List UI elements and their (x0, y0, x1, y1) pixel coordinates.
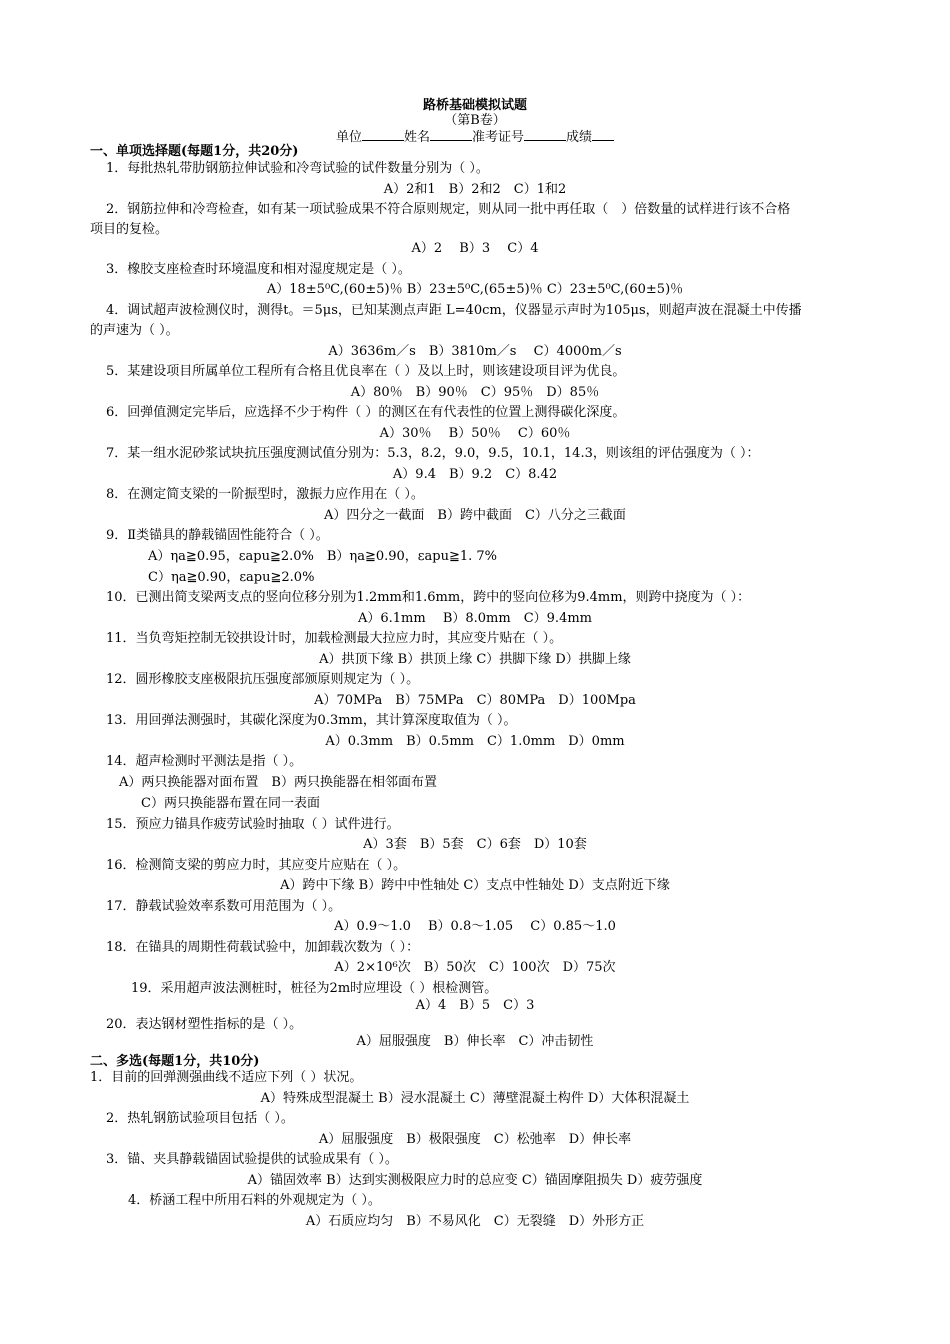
question-text: 4．调试超声波检测仪时，测得t。＝5μs，已知某测点声距 L=40cm，仪器显示声时为105μs，则超声波在混凝土中传播 (106, 303, 802, 318)
unit-blank (362, 128, 404, 141)
question-options: A）拱顶下缘 B）拱顶上缘 C）拱脚下缘 D）拱脚上缘 (319, 652, 631, 667)
question-options: A）四分之一截面 B）跨中截面 C）八分之三截面 (324, 508, 626, 523)
question-text: 15．预应力锚具作疲劳试验时抽取（ ）试件进行。 (106, 817, 400, 832)
question-text: 3．橡胶支座检查时环境温度和相对湿度规定是（ ）。 (106, 262, 411, 277)
page-subtitle: （第B卷） (444, 113, 506, 128)
score-blank (592, 128, 614, 141)
question-text: 3．锚、夹具静载锚固试验提供的试验成果有（ ）。 (106, 1152, 398, 1167)
question-options: A）屈服强度 B）极限强度 C）松弛率 D）伸长率 (318, 1132, 632, 1147)
question-options: A）锚固效率 B）达到实测极限应力时的总应变 C）锚固摩阻损失 D）疲劳强度 (247, 1173, 703, 1188)
question-text: 2．热轧钢筋试验项目包括（ ）。 (106, 1111, 294, 1126)
question-text: 8．在测定简支梁的一阶振型时，激振力应作用在（ ）。 (106, 487, 424, 502)
question-options: A）ηa≧0.95，εapu≧2.0% B）ηa≧0.90，εapu≧1. 7% (148, 549, 498, 564)
question-text: 17．静载试验效率系数可用范围为（ ）。 (106, 899, 342, 914)
question-options: C）两只换能器布置在同一表面 (141, 796, 320, 811)
question-text: 14．超声检测时平测法是指（ ）。 (106, 754, 303, 769)
question-options: A）3套 B）5套 C）6套 D）10套 (363, 837, 587, 852)
question-text: 的声速为（ ）。 (90, 323, 179, 338)
question-text: 5．某建设项目所属单位工程所有合格且优良率在（ ）及以上时，则该建设项目评为优良。 (106, 364, 626, 379)
question-text: 1．每批热轧带肋钢筋拉伸试验和冷弯试验的试件数量分别为（ ）。 (106, 161, 489, 176)
question-options: A）18±5⁰C,(60±5)％ B）23±5⁰C,(65±5)％ C）23±5⁰C,(60±5)％ (266, 282, 684, 297)
field-label-unit: 单位 (335, 130, 362, 145)
question-text: 11．当负弯矩控制无铰拱设计时，加载检测最大拉应力时，其应变片贴在（ ）。 (106, 631, 563, 646)
question-options: A）6.1mm B）8.0mm C）9.4mm (357, 611, 592, 626)
page-title: 路桥基础模拟试题 (422, 98, 527, 113)
question-options: A）4 B）5 C）3 (415, 998, 535, 1013)
question-text: 19．采用超声波法测桩时，桩径为2m时应埋设（ ）根检测管。 (131, 981, 498, 996)
question-options: A）80％ B）90％ C）95％ D）85％ (350, 385, 600, 400)
question-text: 2．钢筋拉伸和冷弯检查，如有某一项试验成果不符合原则规定，则从同一批中再任取（ ）倍数量的试样进行该不合格 (106, 202, 791, 217)
question-text: 13．用回弹法测强时，其碳化深度为0.3mm，其计算深度取值为（ ）。 (106, 713, 517, 728)
question-text: 7．某一组水泥砂浆试块抗压强度测试值分别为：5.3，8.2，9.0，9.5，10.1，14.3，则该组的评估强度为（ ）： (106, 446, 760, 461)
field-label-score: 成绩 (566, 130, 593, 145)
question-options: A）0.9～1.0 B）0.8～1.05 C）0.85～1.0 (334, 919, 616, 934)
field-label-exam-number: 准考证号 (472, 130, 525, 145)
question-options: A）特殊成型混凝土 B）浸水混凝土 C）薄壁混凝土构件 D）大体积混凝土 (260, 1091, 690, 1106)
question-options: C）ηa≧0.90，εapu≧2.0% (148, 570, 315, 585)
question-options: A）跨中下缘 B）跨中中性轴处 C）支点中性轴处 D）支点附近下缘 (280, 878, 670, 893)
section2-heading: 二、多选(每题1分，共10分) (90, 1054, 260, 1069)
question-options: A）2 B）3 C）4 (411, 241, 539, 256)
question-options: A）屈服强度 B）伸长率 C）冲击韧性 (356, 1034, 594, 1049)
question-text: 1．目前的回弹测强曲线不适应下列（ ）状况。 (90, 1070, 363, 1085)
question-text: 10．已测出简支梁两支点的竖向位移分别为1.2mm和1.6mm，跨中的竖向位移为9.4mm，则跨中挠度为（ ）： (106, 590, 751, 605)
question-text: 9．Ⅱ类锚具的静载锚固性能符合（ ）。 (106, 528, 329, 543)
name-blank (430, 128, 472, 141)
exam-number-blank (524, 128, 566, 141)
question-text: 4．桥涵工程中所用石料的外观规定为（ ）。 (128, 1193, 381, 1208)
field-label-name: 姓名 (403, 130, 430, 145)
question-options: A）3636m／s B）3810m／s C）4000m／s (328, 344, 622, 359)
question-text: 项目的复检。 (90, 222, 169, 237)
question-options: A）70MPa B）75MPa C）80MPa D）100Mpa (314, 693, 636, 708)
question-options: A）9.4 B）9.2 C）8.42 (392, 467, 558, 482)
question-text: 16．检测简支梁的剪应力时，其应变片应贴在（ ）。 (106, 858, 407, 873)
question-text: 18．在锚具的周期性荷载试验中，加卸载次数为（ ）： (106, 940, 420, 955)
question-text: 20．表达钢材塑性指标的是（ ）。 (106, 1017, 303, 1032)
question-text: 12．圆形橡胶支座极限抗压强度部颁原则规定为（ ）。 (106, 672, 420, 687)
question-options: A）0.3mm B）0.5mm C）1.0mm D）0mm (325, 734, 625, 749)
question-options: A）30％ B）50％ C）60％ (379, 426, 571, 441)
section1-heading: 一、单项选择题(每题1分，共20分) (90, 144, 299, 159)
question-options: A）2×10⁶次 B）50次 C）100次 D）75次 (334, 960, 616, 975)
question-options: A）2和1 B）2和2 C）1和2 (383, 182, 567, 197)
question-options: A）两只换能器对面布置 B）两只换能器在相邻面布置 (119, 775, 437, 790)
question-text: 6．回弹值测定完毕后，应选择不少于构件（ ）的测区在有代表性的位置上测得碳化深度。 (106, 405, 626, 420)
question-options: A）石质应均匀 B）不易风化 C）无裂缝 D）外形方正 (305, 1214, 645, 1229)
